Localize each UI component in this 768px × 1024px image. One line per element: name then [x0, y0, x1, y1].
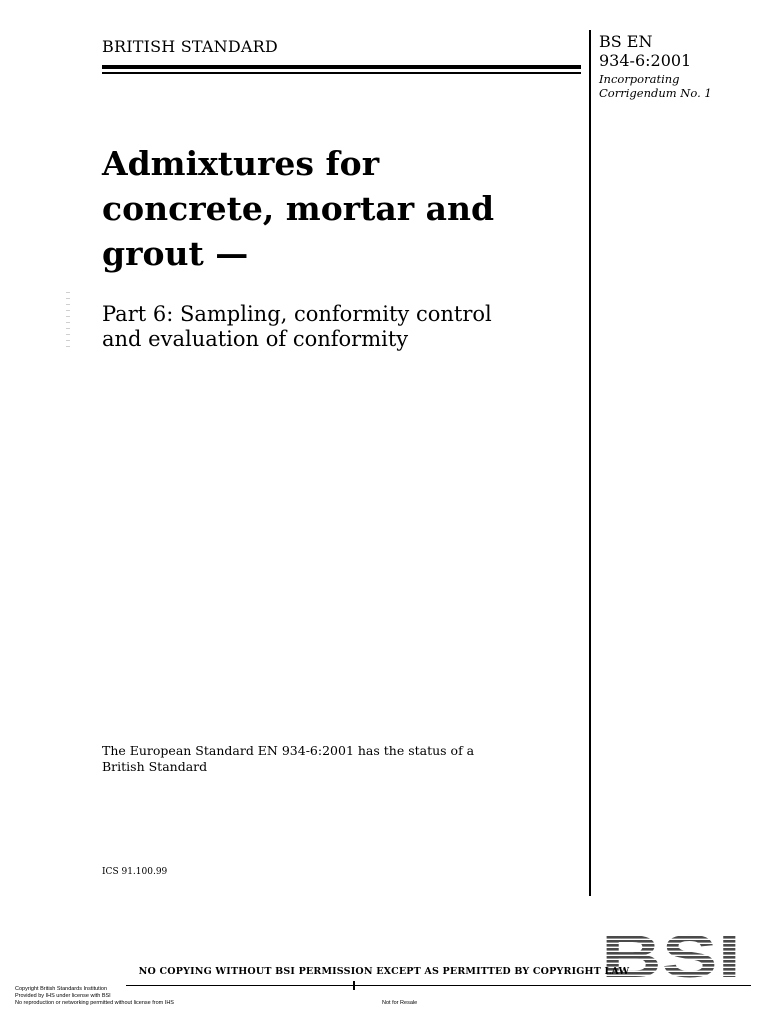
- header-rule-thin: [102, 72, 581, 74]
- footer-line1: Copyright British Standards Institution: [15, 986, 108, 992]
- resale-notice: Not for Resale: [382, 1000, 418, 1006]
- status-statement: [102, 743, 502, 775]
- corrigendum-line1: Incorporating: [599, 72, 680, 86]
- footer-licence: [15, 986, 174, 1007]
- status-line1: The European Standard EN 934-6:2001 has the status of a: [102, 743, 475, 758]
- standard-code-line1: BS EN: [599, 32, 653, 51]
- header-label: BRITISH STANDARD: [102, 37, 278, 56]
- footer-rule: [126, 985, 751, 986]
- document-subtitle: [102, 302, 582, 352]
- standard-code-line2: 934-6:2001: [599, 51, 692, 70]
- footer-line3: No reproduction or networking permitted without license from IHS: [15, 1000, 174, 1006]
- margin-mark: [66, 292, 70, 348]
- title-line1: Admixtures for: [102, 144, 380, 183]
- document-title: [102, 141, 582, 276]
- ics-code: ICS 91.100.99: [102, 867, 168, 877]
- copy-notice: NO COPYING WITHOUT BSI PERMISSION EXCEPT AS PERMITTED BY COPYRIGHT LAW: [138, 966, 630, 977]
- vertical-divider: [589, 30, 591, 896]
- title-line2: concrete, mortar and: [102, 189, 495, 228]
- standard-code: [599, 32, 691, 70]
- subtitle-line1: Part 6: Sampling, conformity control: [102, 302, 492, 326]
- footer-tick: [353, 981, 355, 990]
- status-line2: British Standard: [102, 759, 208, 774]
- subtitle-line2: and evaluation of conformity: [102, 327, 409, 351]
- footer-line2: Provided by IHS under license with BSI: [15, 993, 111, 999]
- bsi-logo-text: BSI: [601, 932, 741, 978]
- corrigendum-note: [599, 72, 712, 100]
- header-rule-thick: [102, 65, 581, 69]
- title-line3: grout —: [102, 234, 249, 273]
- corrigendum-line2: Corrigendum No. 1: [599, 86, 712, 100]
